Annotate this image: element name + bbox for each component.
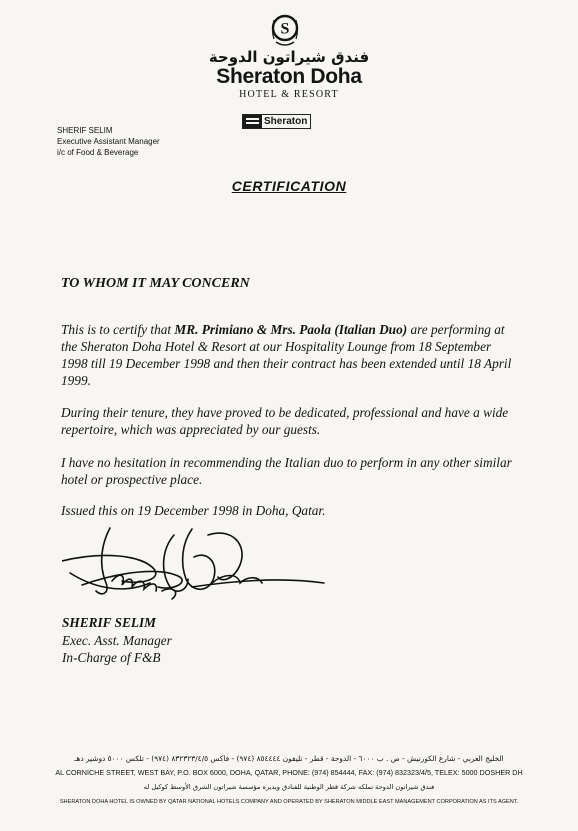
- sheraton-badge-icon: [243, 115, 262, 128]
- paragraph-certification: [61, 321, 521, 389]
- paragraph-tenure: During their tenure, they have proved to be dedicated, professional and have a wide repertoire, which was appreciated by our guests.: [61, 405, 509, 437]
- hotel-name-arabic: فندق شيراتون الدوحة: [208, 48, 370, 66]
- document-heading: CERTIFICATION: [231, 178, 347, 194]
- signatory-title: [62, 632, 172, 666]
- signatory-title-line1: Exec. Asst. Manager: [62, 633, 172, 648]
- paragraph-intro: This is to certify that: [61, 322, 175, 337]
- hotel-subtitle: HOTEL & RESORT: [239, 89, 339, 100]
- footer-ownership-note: SHERATON DOHA HOTEL IS OWNED BY QATAR NATIONAL HOTELS COMPANY AND OPERATED BY SHERATON MIDDLE EAST MANAGEMENT CORPORATION AS ITS AGENT.: [59, 799, 519, 805]
- hotel-name: Sheraton Doha: [216, 65, 362, 88]
- paragraph-rest: are performing at the Sheraton Doha Hotel & Resort at our Hospitality Lounge from 18 September 1998 till 19 December 1998 and then their contract has been extended until 18 April 1999.: [61, 322, 512, 388]
- svg-text:S: S: [280, 20, 290, 38]
- signatory-name: SHERIF SELIM: [62, 615, 156, 630]
- footer-ownership-arabic: فندق شيراتون الدوحة تملكه شركة قطر الوطنية للفنادق ويديره مؤسسة شيراتون الشرق الأوسط كوكيل له: [143, 783, 435, 791]
- sender-title: Executive Assistant Manager: [57, 137, 160, 146]
- sender-name: SHERIF SELIM: [57, 126, 113, 135]
- paragraph-issued: Issued this on 19 December 1998 in Doha, Qatar.: [61, 503, 326, 518]
- paragraph-recommendation: I have no hesitation in recommending the Italian duo to perform in any other similar hotel or prospective place.: [61, 455, 512, 487]
- salutation: TO WHOM IT MAY CONCERN: [61, 276, 250, 291]
- sheraton-s-laurel-icon: [268, 12, 302, 50]
- sheraton-badge-label: Sheraton: [264, 116, 308, 127]
- sheraton-badge: [242, 114, 311, 129]
- sender-department: i/c of Food & Beverage: [57, 148, 139, 157]
- signatory-title-line2: In-Charge of F&B: [62, 650, 161, 665]
- sender-block: [57, 125, 160, 158]
- performer-names: MR. Primiano & Mrs. Paola (Italian Duo): [174, 322, 408, 337]
- footer-address-english: AL CORNICHE STREET, WEST BAY, P.O. BOX 6000, DOHA, QATAR, PHONE: (974) 854444, FAX: (974) 832323/4/5, TELEX: 5000 DOSHER DH: [55, 768, 523, 777]
- handwritten-signature: [62, 525, 332, 605]
- footer-address-arabic: الخليج العربي - شارع الكورنيش - ص . ب ٦٠٠٠ - الدوحة - قطر - تليفون ٨٥٤٤٤٤ (٩٧٤) - فاكس ٨٣٢٣٢٣/٤/٥ (٩٧٤) - تلكس ٥٠٠٠ دوشير دهـ: [74, 754, 504, 763]
